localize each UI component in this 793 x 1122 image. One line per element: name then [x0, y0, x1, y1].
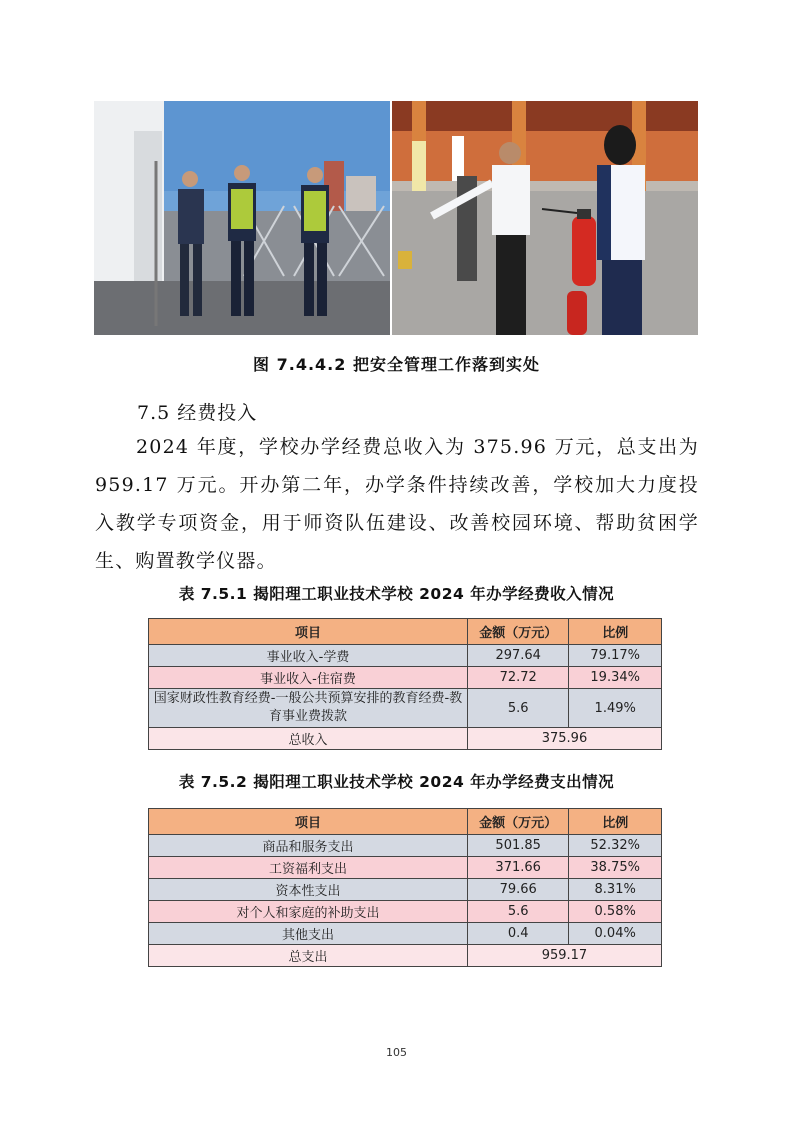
table-row [149, 857, 662, 879]
table-row [149, 645, 662, 667]
cell-ratio: 79.17% [569, 645, 662, 667]
cell-ratio: 19.34% [569, 667, 662, 689]
cell-item: 工资福利支出 [149, 857, 468, 879]
cell-amount: 5.6 [467, 901, 568, 923]
figure-caption: 图 7.4.4.2 把安全管理工作落到实处 [253, 355, 540, 374]
table-header-row [149, 619, 662, 645]
cell-amount: 297.64 [467, 645, 568, 667]
header-amount: 金额（万元） [467, 619, 568, 645]
cell-ratio: 0.04% [569, 923, 662, 945]
cell-ratio: 52.32% [569, 835, 662, 857]
cell-ratio: 1.49% [569, 689, 662, 728]
table-row [149, 879, 662, 901]
cell-item: 事业收入-住宿费 [149, 667, 468, 689]
table-row [149, 923, 662, 945]
table-header-row [149, 809, 662, 835]
cell-ratio: 38.75% [569, 857, 662, 879]
cell-amount: 501.85 [467, 835, 568, 857]
photo-security-guards [94, 101, 390, 335]
body-paragraph: 2024 年度，学校办学经费总收入为 375.96 万元，总支出为 959.17 万元。开办第二年，办学条件持续改善，学校加大力度投入教学专项资金，用于师资队伍建设、改善校园环境、帮助贫困学生、购置教学仪器。 [95, 436, 699, 572]
header-item: 项目 [149, 809, 468, 835]
table-row [149, 835, 662, 857]
table-caption-income: 表 7.5.1 揭阳理工职业技术学校 2024 年办学经费收入情况 [178, 585, 615, 603]
total-label: 总支出 [149, 945, 468, 967]
table-row [149, 689, 662, 728]
table-row [149, 901, 662, 923]
cell-amount: 79.66 [467, 879, 568, 901]
header-item: 项目 [149, 619, 468, 645]
cell-item: 资本性支出 [149, 879, 468, 901]
cell-item: 其他支出 [149, 923, 468, 945]
cell-ratio: 0.58% [569, 901, 662, 923]
total-value: 375.96 [467, 728, 661, 750]
table-total-row [149, 728, 662, 750]
cell-ratio: 8.31% [569, 879, 662, 901]
table-caption-expense: 表 7.5.2 揭阳理工职业技术学校 2024 年办学经费支出情况 [178, 773, 615, 791]
cell-item: 对个人和家庭的补助支出 [149, 901, 468, 923]
section-title: 7.5 经费投入 [137, 402, 258, 424]
header-ratio: 比例 [569, 619, 662, 645]
cell-amount: 72.72 [467, 667, 568, 689]
total-value: 959.17 [467, 945, 661, 967]
header-ratio: 比例 [569, 809, 662, 835]
expense-table [148, 808, 662, 967]
table-row [149, 667, 662, 689]
total-label: 总收入 [149, 728, 468, 750]
page-number: 105 [386, 1046, 407, 1059]
cell-item: 国家财政性教育经费-一般公共预算安排的教育经费-教育事业费拨款 [149, 689, 468, 728]
header-amount: 金额（万元） [467, 809, 568, 835]
income-table [148, 618, 662, 750]
photo-fire-drill [392, 101, 698, 335]
cell-item: 事业收入-学费 [149, 645, 468, 667]
table-total-row [149, 945, 662, 967]
cell-item: 商品和服务支出 [149, 835, 468, 857]
cell-amount: 371.66 [467, 857, 568, 879]
cell-amount: 5.6 [467, 689, 568, 728]
cell-amount: 0.4 [467, 923, 568, 945]
